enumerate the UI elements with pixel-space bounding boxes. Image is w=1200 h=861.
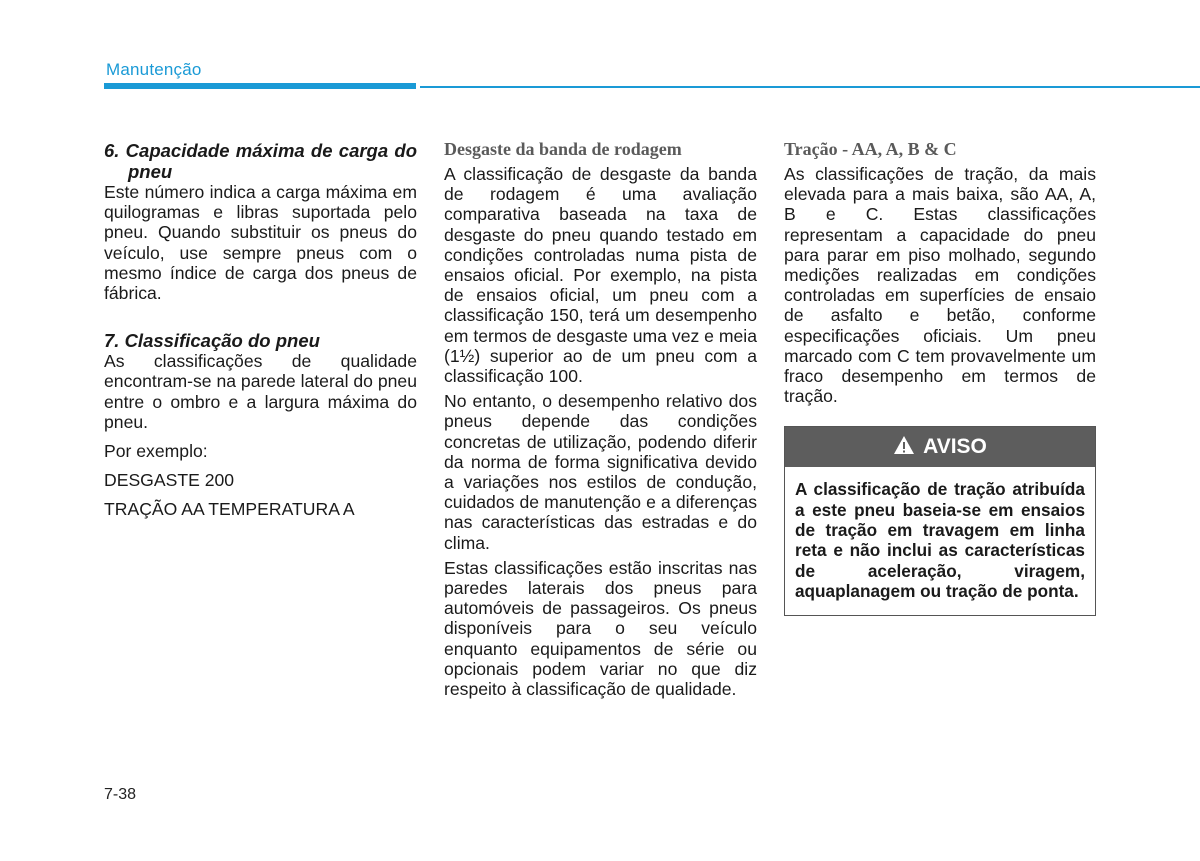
treadwear-paragraph-2: No entanto, o desempenho relativo dos pneus depende das condições concretas de utilização, podendo diferir da norma de forma significativa devido a variações nos estilos de condução, cuidados de manutenção e a diferenças nas características das estradas e do clima. bbox=[444, 391, 757, 553]
warning-box bbox=[784, 426, 1096, 616]
example-line-2: TRAÇÃO AA TEMPERATURA A bbox=[104, 499, 355, 520]
column-middle bbox=[444, 138, 757, 699]
warning-title: AVISO bbox=[923, 435, 987, 459]
warning-header bbox=[785, 427, 1095, 467]
header-rule-thin bbox=[420, 86, 1200, 88]
traction-paragraph: As classificações de tração, da mais elevada para a mais baixa, são AA, A, B e C. Estas classificações representam a capacidade do pneu para parar em piso molhado, segundo medições realizadas em condições controladas em superfícies de ensaio de asfalto e betão, conforme especificações oficiais. Um pneu marcado com C tem provavelmente um fraco desempenho em termos de tração. bbox=[784, 164, 1096, 407]
item6-text: Este número indica a carga máxima em quilogramas e libras suportada pelo pneu. Quando substituir os pneus do veículo, use sempre pneus com o mesmo índice de carga dos pneus de fábrica. bbox=[104, 182, 417, 304]
section-title: Manutenção bbox=[106, 60, 202, 79]
warning-text: A classificação de tração atribuída a este pneu baseia-se em ensaios de tração em travagem em linha reta e não inclui as características de aceleração, viragem, aquaplanagem ou tração de ponta. bbox=[795, 479, 1085, 601]
treadwear-paragraph-3: Estas classificações estão inscritas nas paredes laterais dos pneus para automóveis de passageiros. Os pneus disponíveis para o seu veículo enquanto equipamentos de série ou opcionais podem variar no que diz respeito à classificação de qualidade. bbox=[444, 557, 757, 700]
traction-heading: Tração - AA, A, B & C bbox=[784, 139, 957, 159]
treadwear-heading: Desgaste da banda de rodagem bbox=[444, 139, 682, 159]
column-right bbox=[784, 138, 1096, 616]
page-number: 7-38 bbox=[104, 786, 137, 803]
column-left bbox=[104, 138, 417, 520]
item7-heading: 7. Classificação do pneu bbox=[104, 330, 320, 352]
example-line-1: DESGASTE 200 bbox=[104, 470, 235, 491]
header-rule-thick bbox=[104, 83, 416, 89]
warning-triangle-icon bbox=[893, 435, 915, 459]
example-label: Por exemplo: bbox=[104, 441, 208, 462]
item7-text: As classificações de qualidade encontram-se na parede lateral do pneu entre o ombro e a largura máxima do pneu. bbox=[104, 351, 417, 432]
treadwear-paragraph-1: A classificação de desgaste da banda de rodagem é uma avaliação comparativa baseada na taxa de desgaste do pneu quando testado em condições controladas numa pista de ensaios oficial. Por exemplo, na pista de ensaios oficial, um pneu com a classificação 150, terá um desempenho em termos de desgaste uma vez e meia (1½) superior ao de um pneu com a classificação 100. bbox=[444, 164, 757, 387]
item6-heading: 6. Capacidade máxima de carga do pneu bbox=[104, 140, 417, 182]
